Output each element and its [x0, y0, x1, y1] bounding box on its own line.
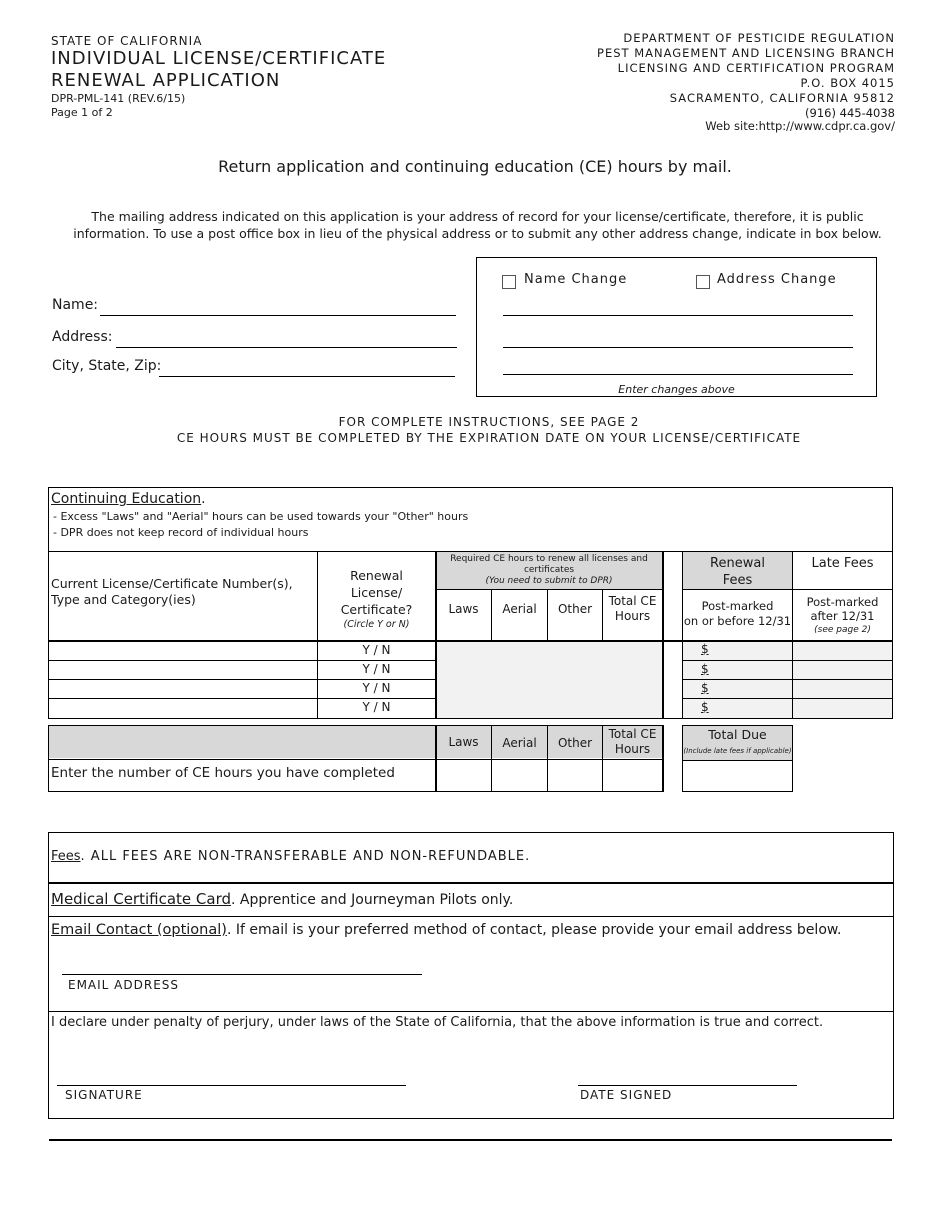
change-line-3[interactable] [503, 374, 853, 375]
branch-name: PEST MANAGEMENT AND LICENSING BRANCH [597, 46, 895, 60]
required-header-text: Required CE hours to renew all licenses and certificates [450, 554, 648, 575]
ce-row-rule-3 [48, 698, 436, 699]
ce-note-1: - Excess "Laws" and "Aerial" hours can be used towards your "Other" hours [53, 510, 469, 523]
fees-notice [51, 849, 530, 864]
total-ce-header [603, 594, 662, 624]
required-subheader-rule [436, 589, 662, 590]
dept-name: DEPARTMENT OF PESTICIDE REGULATION [623, 31, 895, 45]
email-bottom-rule [48, 1011, 894, 1012]
return-instruction: Return application and continuing education (CE) hours by mail. [218, 157, 732, 176]
total-due-rule [682, 760, 793, 761]
signature-label: SIGNATURE [65, 1088, 143, 1102]
name-change-label: Name Change [524, 272, 628, 287]
renewal-column-header [318, 567, 435, 631]
lower-sections-box [48, 832, 894, 1119]
name-label: Name: [52, 297, 99, 313]
renewal-header-note: (Circle Y or N) [343, 619, 410, 630]
renewal-yn-row-4[interactable]: Y / N [362, 700, 391, 714]
date-signed-label: DATE SIGNED [580, 1088, 673, 1102]
address-note-2: information. To use a post office box in lieu of the physical address or to submit any other address change, indicate in box below. [73, 226, 882, 241]
fee-dollar-row-2[interactable]: $ [701, 662, 709, 676]
address-label: Address: [52, 329, 113, 345]
renewal-yn-row-2[interactable]: Y / N [362, 662, 391, 676]
fee-dollar-row-1[interactable]: $ [701, 642, 709, 656]
total-due-label: Total Due [708, 727, 767, 742]
email-label: Email Contact (optional) [51, 922, 227, 938]
renewal-header-line3: Certificate? [340, 602, 413, 617]
state-label: STATE OF CALIFORNIA [51, 34, 203, 48]
ce-col-divider-required [662, 551, 664, 718]
late-fees-header: Late Fees [811, 556, 874, 571]
other-header: Other [557, 602, 593, 616]
fees-text: . ALL FEES ARE NON-TRANSFERABLE AND NON-REFUNDABLE. [80, 849, 531, 864]
ce-row-rule-2 [48, 679, 436, 680]
ce-title-text: Continuing Education [51, 491, 202, 507]
completed-header-rule [48, 759, 663, 760]
email-notice [51, 922, 842, 938]
fees-subheader-rule [683, 589, 893, 590]
program-name: LICENSING AND CERTIFICATION PROGRAM [617, 61, 895, 75]
total-due-note: (Include late fees if applicable) [683, 747, 792, 755]
completed-total-header [603, 727, 662, 757]
aerial-header: Aerial [502, 602, 537, 616]
ce-table-header-rule [48, 640, 893, 642]
completed-total-line2: Hours [614, 742, 651, 756]
email-field-label: EMAIL ADDRESS [68, 978, 180, 992]
email-field[interactable] [62, 974, 422, 975]
medical-notice [51, 890, 513, 908]
address-note-1: The mailing address indicated on this application is your address of record for your license/certificate, therefore, it is public [91, 209, 864, 224]
laws-header: Laws [448, 602, 479, 616]
form-title-line1: INDIVIDUAL LICENSE/CERTIFICATE [51, 48, 387, 69]
fee-row-rule-2 [683, 679, 893, 680]
ce-note-2: - DPR does not keep record of individual hours [53, 526, 309, 539]
postmarked-after-line1: Post-marked [806, 595, 879, 609]
change-line-1[interactable] [503, 315, 853, 316]
fees-label: Fees [51, 849, 81, 864]
name-change-checkbox[interactable] [502, 275, 516, 289]
renewal-yn-row-1[interactable]: Y / N [362, 643, 391, 657]
license-column-header: Current License/Certificate Number(s), Type and Category(ies) [51, 576, 293, 607]
required-header-note: (You need to submit to DPR) [485, 576, 613, 586]
form-title-line2: RENEWAL APPLICATION [51, 70, 281, 91]
renewal-header-line1: Renewal [350, 568, 403, 583]
website-link[interactable]: Web site:http://www.cdpr.ca.gov/ [705, 119, 895, 133]
postmarked-after-header [793, 595, 892, 637]
required-hours-header [436, 554, 662, 587]
medical-bottom-rule [48, 916, 894, 917]
renewal-yn-row-3[interactable]: Y / N [362, 681, 391, 695]
required-values-area [436, 641, 662, 718]
postmarked-before-header [683, 599, 792, 629]
po-box: P.O. BOX 4015 [800, 76, 895, 90]
ce-row-rule-1 [48, 660, 436, 661]
renewal-fees-line1: Renewal [710, 556, 765, 571]
total-ce-line1: Total CE [608, 594, 657, 608]
total-ce-line2: Hours [614, 609, 651, 623]
completed-laws-header: Laws [448, 735, 479, 749]
city-address: SACRAMENTO, CALIFORNIA 95812 [669, 91, 895, 105]
email-text: . If email is your preferred method of contact, please provide your email address below. [226, 922, 842, 938]
signature-field[interactable] [57, 1085, 406, 1086]
fee-dollar-row-3[interactable]: $ [701, 681, 709, 695]
ce-table-top-rule [48, 551, 893, 552]
name-field[interactable] [100, 315, 456, 316]
phone-number: (916) 445-4038 [805, 106, 895, 120]
page-number: Page 1 of 2 [51, 106, 113, 119]
medical-text: . Apprentice and Journeyman Pilots only. [231, 892, 514, 908]
fee-dollar-row-4[interactable]: $ [701, 700, 709, 714]
city-state-zip-label: City, State, Zip: [52, 358, 162, 374]
medical-label: Medical Certificate Card [51, 890, 232, 908]
fees-bottom-rule [48, 882, 894, 884]
form-number: DPR-PML-141 (REV.6/15) [51, 92, 186, 105]
address-change-label: Address Change [717, 272, 837, 287]
declaration-text: I declare under penalty of perjury, under laws of the State of California, that the above information is true and correct. [51, 1015, 824, 1030]
completed-aerial-header: Aerial [502, 736, 537, 750]
renewal-header-line2: License/ [350, 585, 403, 600]
date-signed-field[interactable] [578, 1085, 797, 1086]
postmarked-before-line2: on or before 12/31 [683, 614, 792, 628]
postmarked-after-line2: after 12/31 [810, 609, 875, 623]
ce-title: Continuing Education. [51, 491, 206, 507]
footer-rule [49, 1139, 892, 1141]
completed-divider-total [662, 725, 664, 792]
address-field[interactable] [116, 347, 457, 348]
instructions-line-1: FOR COMPLETE INSTRUCTIONS, SEE PAGE 2 [338, 415, 640, 429]
change-line-2[interactable] [503, 347, 853, 348]
instructions-line-2: CE HOURS MUST BE COMPLETED BY THE EXPIRATION DATE ON YOUR LICENSE/CERTIFICATE [176, 431, 802, 445]
renewal-fees-line2: Fees [722, 573, 753, 588]
renewal-fees-header [683, 555, 792, 589]
changes-caption: Enter changes above [618, 383, 735, 396]
postmarked-before-line1: Post-marked [701, 599, 774, 613]
city-state-zip-field[interactable] [159, 376, 455, 377]
address-change-checkbox[interactable] [696, 275, 710, 289]
fee-row-rule-3 [683, 698, 893, 699]
completed-other-header: Other [557, 736, 593, 750]
fee-row-rule-1 [683, 660, 893, 661]
completed-hours-label: Enter the number of CE hours you have completed [51, 765, 395, 781]
completed-total-line1: Total CE [608, 727, 657, 741]
see-page-note: (see page 2) [814, 625, 871, 635]
